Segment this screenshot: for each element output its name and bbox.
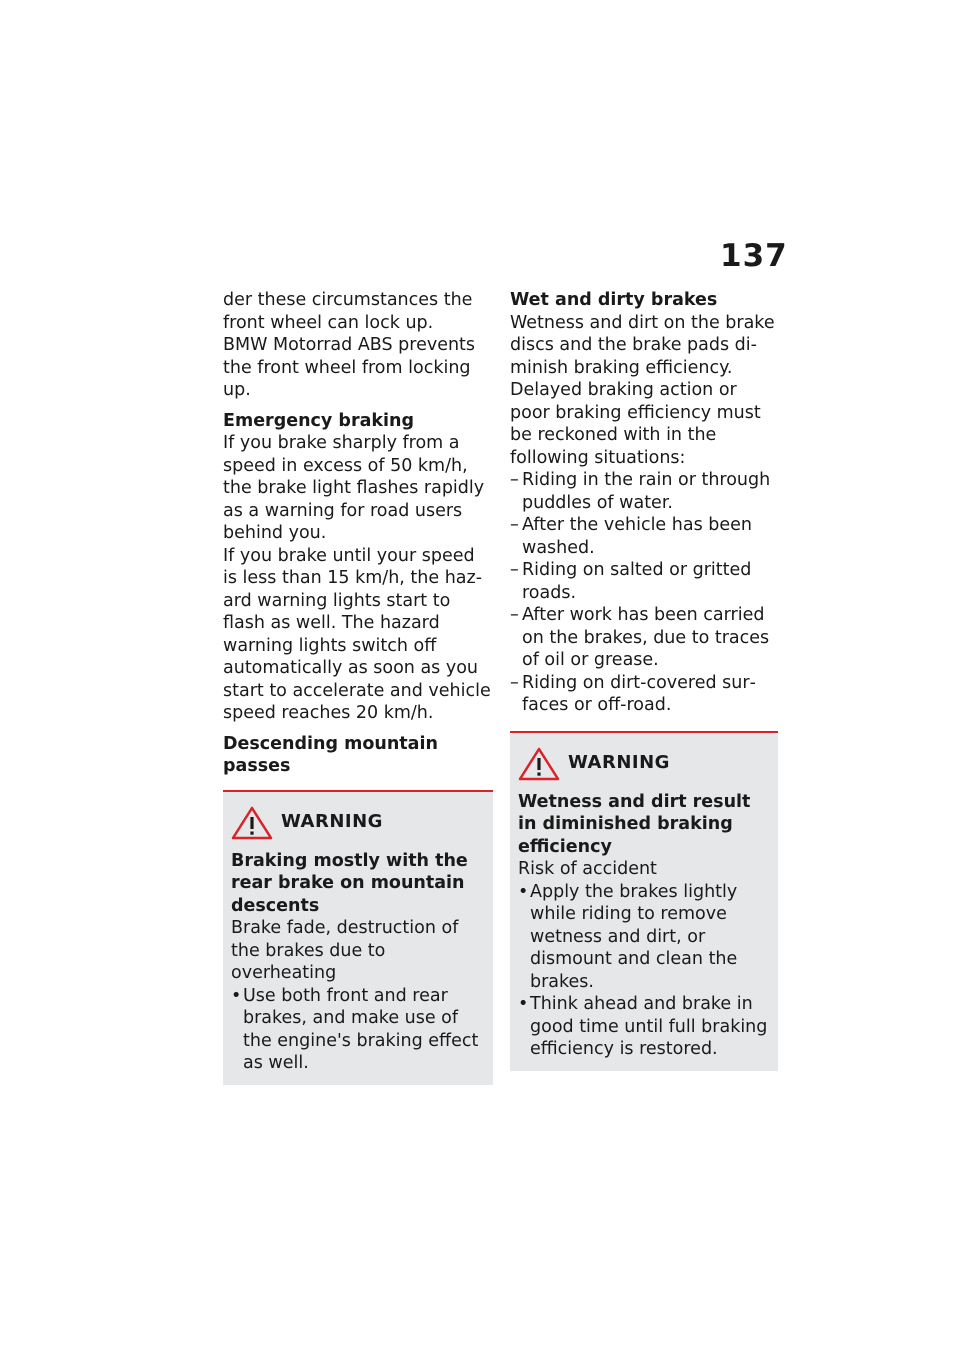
warning-header	[231, 806, 485, 840]
abs-paragraph: BMW Motorrad ABS prevents the front wheel from locking up.	[223, 335, 476, 400]
warning-label: WARNING	[281, 811, 383, 833]
list-item: – Riding in the rain or through puddles of water.	[510, 469, 778, 514]
wet-paragraph-1: Wetness and dirt on the brake discs and the brake pads diminish braking efficiency.	[510, 312, 775, 378]
warning-label: WARNING	[568, 752, 670, 774]
warning-bullets	[231, 985, 485, 1075]
warning-title: Braking mostly with the rear brake on mountain descents	[231, 850, 468, 916]
list-item: • Apply the brakes lightly while riding to remove wetness and dirt, or dismount and clean the brakes.	[518, 881, 770, 994]
right-column	[510, 289, 778, 1071]
warning-bullets	[518, 881, 770, 1061]
warning-title: Wetness and dirt result in diminished braking efficiency	[518, 791, 751, 857]
intro-paragraph: der these circumstances the front wheel can lock up.	[223, 290, 473, 333]
left-column	[223, 289, 493, 1085]
list-item: • Use both front and rear brakes, and make use of the engine's braking effect as well.	[231, 985, 485, 1075]
list-item: – Riding on salted or gritted roads.	[510, 559, 778, 604]
descending-heading: Descending mountain passes	[223, 733, 438, 776]
warning-header	[518, 747, 770, 781]
list-item: – After the vehicle has been washed.	[510, 514, 778, 559]
warning-text: Brake fade, destruction of the brakes due to overheating	[231, 918, 459, 983]
emergency-paragraph-2: If you brake until your speed is less than 15 km/h, the hazard warning lights start to flash as well. The hazard warning lights switch off automatically as soon as you start to accelerate and vehicle speed reaches 20 km/h.	[223, 545, 491, 723]
list-item: – After work has been carried on the brakes, due to traces of oil or grease.	[510, 604, 778, 672]
warning-text: Risk of accident	[518, 859, 657, 879]
warning-box	[510, 731, 778, 1071]
page-number: 137	[720, 238, 788, 274]
situations-list	[510, 469, 778, 717]
emergency-paragraph-1: If you brake sharply from a speed in excess of 50 km/h, the brake light flashes rapidly as a warning for road users behind you.	[223, 433, 485, 543]
list-item: – Riding on dirt-covered surfaces or off-road.	[510, 672, 778, 717]
warning-box	[223, 790, 493, 1085]
emergency-heading: Emergency braking	[223, 410, 415, 431]
wet-heading: Wet and dirty brakes	[510, 290, 718, 310]
warning-triangle-icon	[231, 806, 273, 840]
list-item: • Think ahead and brake in good time until full braking efficiency is restored.	[518, 993, 770, 1061]
wet-paragraph-2: Delayed braking action or poor braking efficiency must be reckoned with in the following situations:	[510, 380, 761, 468]
warning-triangle-icon	[518, 747, 560, 781]
